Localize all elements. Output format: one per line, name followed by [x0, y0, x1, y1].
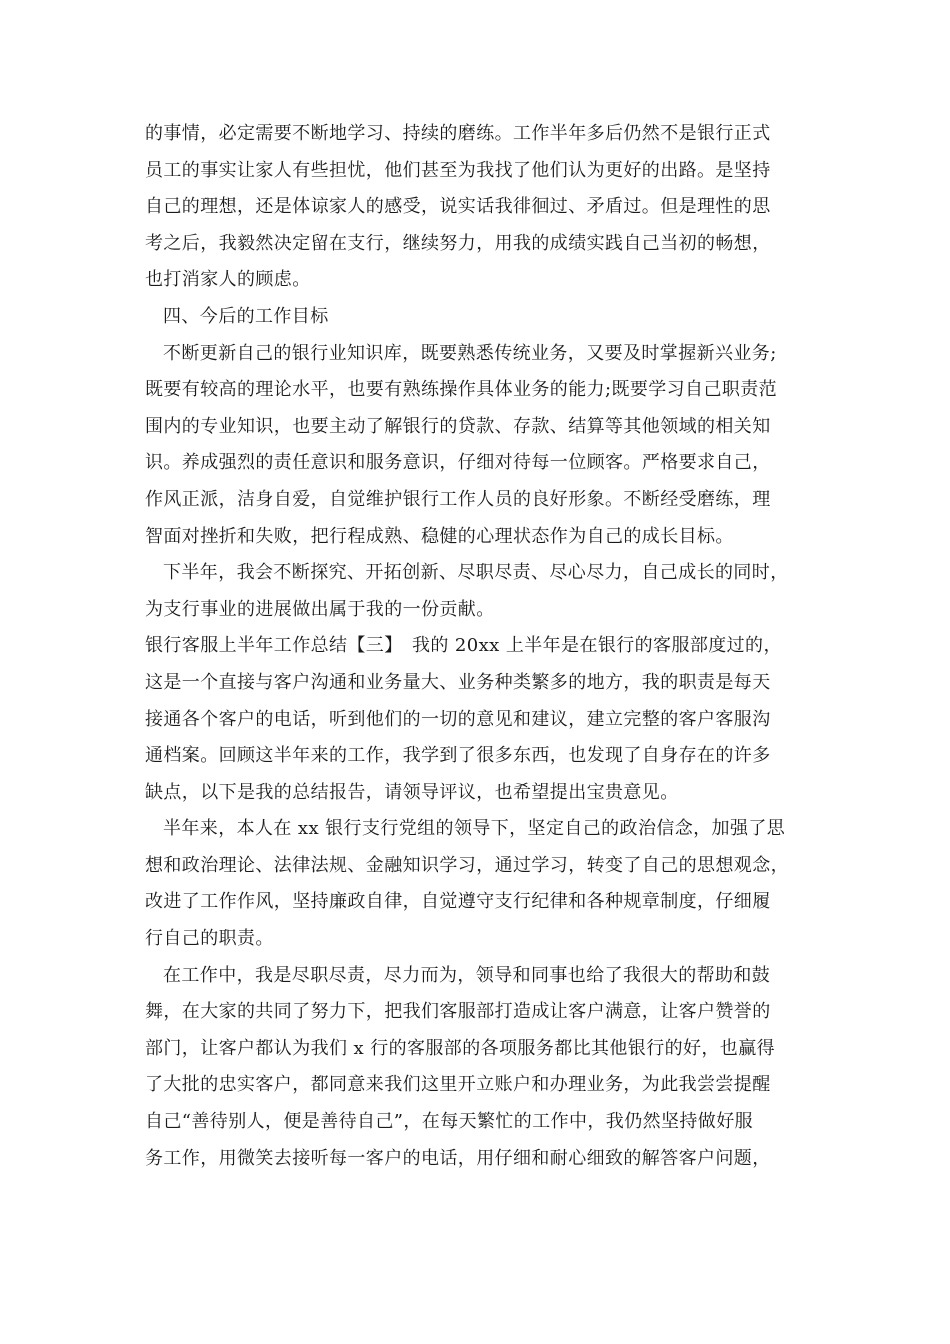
- text-line: 在工作中，我是尽职尽责，尽力而为，领导和同事也给了我很大的帮助和鼓: [163, 964, 771, 986]
- text-line: 为支行事业的进展做出属于我的一份贡献。: [145, 598, 495, 620]
- text-line: 通档案。回顾这半年来的工作，我学到了很多东西，也发现了自身存在的许多: [145, 745, 771, 767]
- text-line: 自己“善待别人，便是善待自己”，在每天繁忙的工作中，我仍然坚持做好服: [145, 1111, 754, 1133]
- text-line: 自己的理想，还是体谅家人的感受，说实话我徘徊过、矛盾过。但是理性的思: [145, 196, 771, 218]
- text-line: 的事情，必定需要不断地学习、持续的磨练。工作半年多后仍然不是银行正式: [145, 123, 771, 144]
- text-line: 银行客服上半年工作总结【三】 我的 20xx 上半年是在银行的客服部度过的，: [145, 635, 782, 657]
- document-body: [145, 116, 805, 1177]
- text-line: 想和政治理论、法律法规、金融知识学习，通过学习，转变了自己的思想观念，: [145, 854, 789, 876]
- text-line: 智面对挫折和失败，把行程成熟、稳健的心理状态作为自己的成长目标。: [145, 525, 734, 547]
- text-line: 考之后，我毅然决定留在支行，继续努力，用我的成绩实践自己当初的畅想，: [145, 232, 771, 254]
- text-line: 既要有较高的理论水平，也要有熟练操作具体业务的能力;既要学习自己职责范: [145, 379, 778, 401]
- text-line: 这是一个直接与客户沟通和业务量大、业务种类繁多的地方，我的职责是每天: [145, 671, 771, 693]
- text-line: 接通各个客户的电话，听到他们的一切的意见和建议，建立完整的客户客服沟: [145, 708, 771, 730]
- text-line: 半年来，本人在 xx 银行支行党组的领导下，坚定自己的政治信念，加强了思: [163, 818, 786, 840]
- text-line: 部门，让客户都认为我们 x 行的客服部的各项服务都比其他银行的好，也赢得: [145, 1037, 775, 1059]
- text-line: 了大批的忠实客户，都同意来我们这里开立账户和办理业务，为此我尝尝提醒: [145, 1074, 771, 1096]
- text-line: 识。养成强烈的责任意识和服务意识，仔细对待每一位顾客。严格要求自己，: [145, 452, 771, 474]
- text-line: 缺点，以下是我的总结报告，请领导评议，也希望提出宝贵意见。: [145, 781, 679, 803]
- text-line: 下半年，我会不断探究、开拓创新、尽职尽责、尽心尽力，自己成长的同时，: [163, 562, 789, 584]
- text-line: 改进了工作作风，坚持廉政自律，自觉遵守支行纪律和各种规章制度，仔细履: [145, 891, 771, 913]
- text-line: 也打消家人的顾虑。: [145, 269, 311, 291]
- text-line: 员工的事实让家人有些担忧，他们甚至为我找了他们认为更好的出路。是坚持: [145, 159, 771, 181]
- text-line: 作风正派，洁身自爱，自觉维护银行工作人员的良好形象。不断经受磨练，理: [145, 488, 771, 510]
- text-line: 围内的专业知识，也要主动了解银行的贷款、存款、结算等其他领域的相关知: [145, 415, 771, 437]
- text-line: 务工作，用微笑去接听每一客户的电话，用仔细和耐心细致的解答客户问题，: [145, 1147, 771, 1169]
- text-line: 舞，在大家的共同了努力下，把我们客服部打造成让客户满意，让客户赞誉的: [145, 1001, 771, 1023]
- text-line: 不断更新自己的银行业知识库，既要熟悉传统业务，又要及时掌握新兴业务;: [163, 342, 777, 364]
- text-line: 四、今后的工作目标: [163, 305, 329, 327]
- text-line: 行自己的职责。: [145, 928, 274, 950]
